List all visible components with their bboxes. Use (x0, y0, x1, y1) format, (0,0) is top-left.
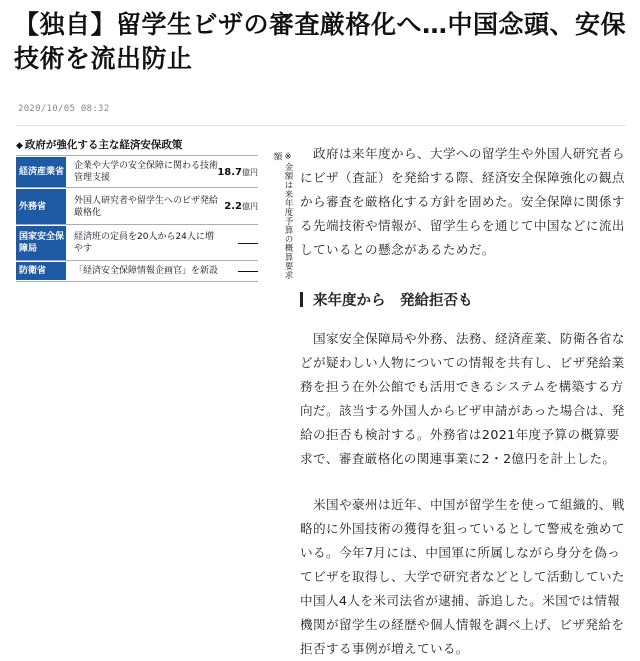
article-subheading (300, 289, 473, 310)
publish-date: 2020/10/05 08:32 (18, 104, 110, 114)
budget-amount (238, 225, 258, 261)
ministry-label: 国家安全保障局 (16, 226, 66, 260)
subheading-bar (300, 292, 303, 307)
policy-row (16, 224, 258, 261)
no-amount-dash (238, 243, 258, 244)
ministry-label: 外務省 (16, 189, 66, 224)
article-paragraph: 米国や豪州は近年、中国が留学生を使って組織的、戦略的に外国技術の獲得を狙っているとして警戒を強めている。今年7月には、中国軍に所属しながら身分を偽ってビザを取得し、大学で研究者などとして活動していた中国人4人を米司法省が逮捕、訴追した。米国では情報機関が留学生の経歴や個人情報を調べ上げ、ビザ発給を拒否する事例が増えている。 (300, 497, 625, 656)
figure-title (16, 137, 182, 152)
article-paragraph: 国家安全保障局や外務、法務、経済産業、防衛各省などが疑わしい人物についての情報を共有し、ビザ発給業務を担う在外公館でも活用できるシステムを構築する方向だ。該当する外国人からビザ申請があった場合は、発給の拒否も検討する。外務省は2021年度予算の概算要求で、審査厳格化の関連事業に2・2億円を計上した。 (300, 331, 625, 466)
diamond-icon: ◆ (16, 141, 23, 151)
policy-row (16, 155, 258, 188)
budget-amount (224, 188, 258, 225)
budget-value: 18.7 (217, 166, 242, 178)
budget-unit: 億円 (242, 202, 258, 211)
article-paragraph: 政府は来年度から、大学への留学生や外国人研究者らにビザ（査証）を発給する際、経済安全保障強化の観点から審査を厳格化する方針を固めた。安全保障に関係する先端技術や情報が、留学生らを通じて中国などに流出しているとの懸念があるためだ。 (300, 146, 625, 257)
no-amount-dash (238, 271, 258, 272)
budget-unit: 億円 (242, 167, 258, 177)
policy-text: 企業や大学の安全保障に関わる技術管理支援 (74, 161, 219, 183)
policy-row (16, 260, 258, 282)
figure-note: ※金額は来年度予算の概算要求額 (272, 152, 293, 280)
budget-amount (238, 261, 258, 281)
article-headline: 【独自】留学生ビザの審査厳格化へ…中国念頭、安保技術を流出防止 (14, 10, 627, 73)
policy-text: 「経済安全保障情報企画官」を新設 (74, 266, 219, 276)
figure-title-text: 政府が強化する主な経済安保政策 (24, 139, 183, 151)
ministry-label: 防衛省 (16, 262, 66, 280)
policy-table-figure (16, 137, 293, 285)
ministry-label: 経済産業省 (16, 157, 66, 187)
policy-text: 経済班の定員を20人から24人に増やす (74, 232, 214, 254)
policy-row (16, 187, 258, 225)
policy-text: 外国人研究者や留学生へのビザ発給厳格化 (74, 195, 219, 218)
budget-value: 2.2 (224, 201, 242, 212)
subheading-text: 来年度から 発給拒否も (313, 293, 473, 309)
budget-amount (217, 156, 258, 188)
header-divider (16, 125, 626, 126)
